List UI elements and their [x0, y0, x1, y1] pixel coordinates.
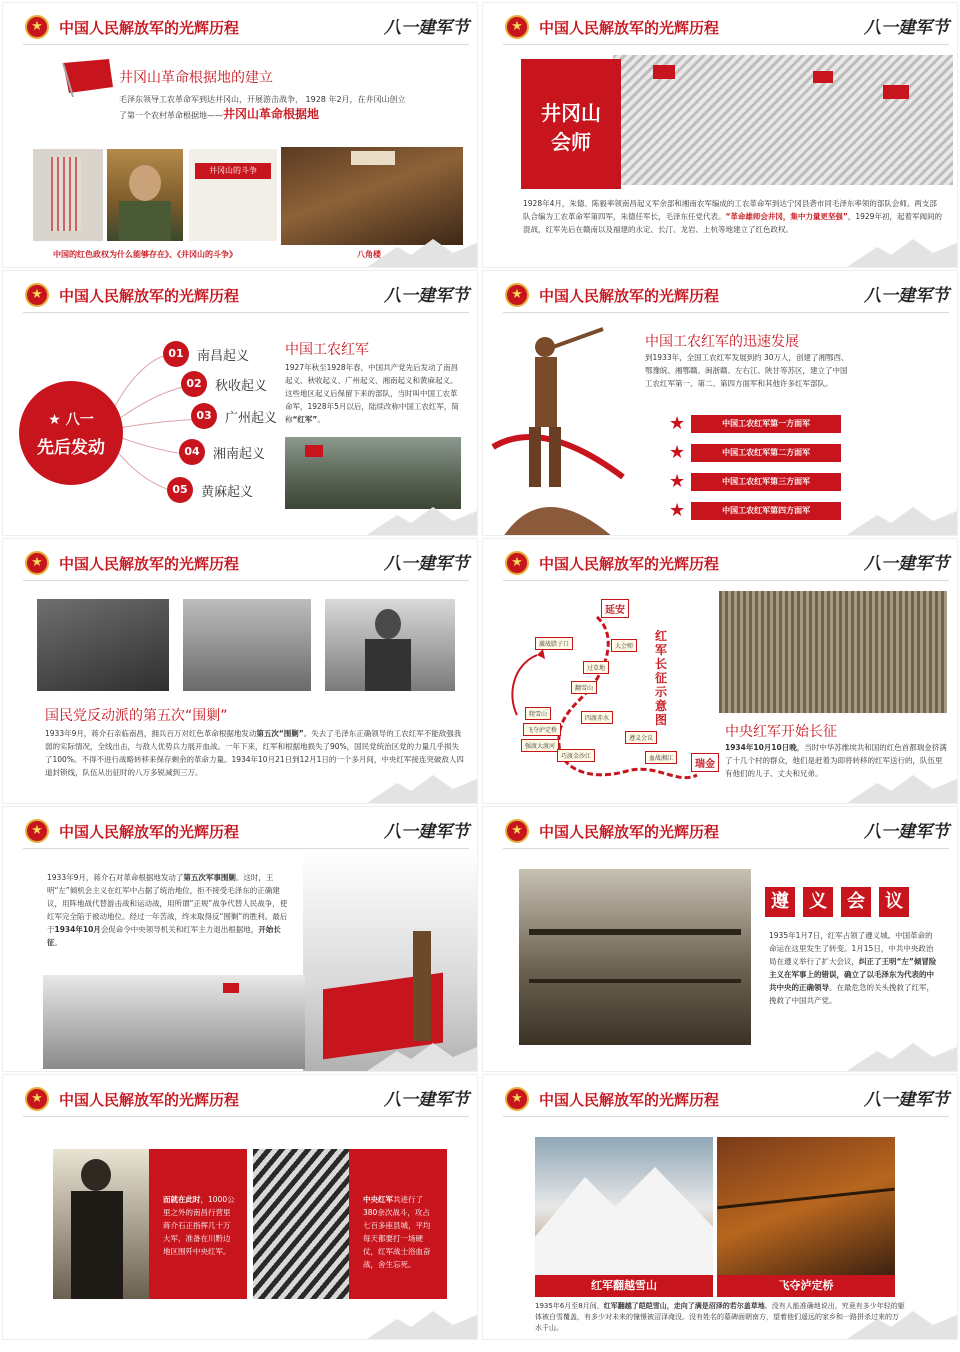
slide-header [3, 271, 477, 307]
slide-heading: 中国工农红军的迅速发展 [645, 334, 799, 350]
army-emblem-icon: ★ [505, 551, 529, 575]
header-logo: 八一建军节 [384, 18, 469, 38]
map-place-label: 强渡大渡河 [521, 739, 559, 752]
body-tail: 。没有人能准确地说出，究竟有多少年轻的躯体被白雪覆盖，有多少对未来的憧憬被沼泽淹没。没有姓名的墓碑面朝南方，望着他们遥远的家乡和一路拼杀过来的万水千山。 [535, 1302, 905, 1332]
info-box-2-text [363, 1193, 437, 1271]
info-box-2 [349, 1149, 447, 1299]
army-item [669, 471, 841, 492]
header-logo: 八一建军节 [864, 286, 949, 306]
mountain-decor-icon [367, 1037, 477, 1071]
header-logo: 八一建军节 [864, 822, 949, 842]
slide-uprisings[interactable] [2, 270, 478, 536]
slide-body [47, 871, 291, 949]
map-place-label: 爬雪山 [525, 707, 551, 720]
header-divider [503, 848, 949, 849]
uprising-item [181, 371, 267, 397]
header-title: 中国人民解放军的光辉历程 [59, 19, 240, 37]
zunyi-title-char: 义 [803, 887, 833, 917]
box-2-highlight: 中央红军 [363, 1195, 393, 1204]
header-logo: 八一建军节 [384, 1090, 469, 1110]
army-emblem-icon: ★ [25, 819, 49, 843]
caption-books: 中国的红色政权为什么能够存在》、《井冈山的斗争》 [53, 250, 237, 259]
body-highlight: “红军” [292, 415, 318, 424]
header-title: 中国人民解放军的光辉历程 [539, 823, 720, 841]
header-divider [23, 1116, 469, 1117]
header-divider [23, 44, 469, 45]
header-title: 中国人民解放军的光辉历程 [539, 287, 720, 305]
header-divider [503, 44, 949, 45]
body-highlight: “革命雄师会井冈，集中力量更坚强” [725, 212, 848, 221]
uprising-item [179, 439, 265, 465]
body-text-2: 。这时，王明“左”倾机会主义在红军中占据了统治地位，拒不接受毛泽东的正确建议，用阵地战代替游击战和运动战，用所谓“正规”战争代替人民战争，使红军完全陷于被动地位。经过一年苦战，终未取得反“围剿”的胜利。最后于 [47, 873, 288, 934]
body-text: 1935年1月7日，红军占领了遵义城。中国革命的命运在这里发生了转变。1月15日，中共中央政治局在遵义举行了扩大会议， [769, 931, 934, 966]
body-highlight: 纠正了王明“左”倾冒险主义在军事上的错误，确立了以毛泽东为代表的中共中央的正确领导 [769, 957, 937, 992]
map-place-label: 巧渡金沙江 [557, 749, 595, 762]
header-title: 中国人民解放军的光辉历程 [539, 555, 720, 573]
body-end: 。 [54, 938, 62, 947]
slide-body [119, 93, 459, 123]
slide-battles[interactable] [2, 1074, 478, 1340]
uprising-number-badge: 01 [163, 341, 189, 367]
body-text: ，当时中华苏维埃共和国的红色首都瑞金挤满了十几个村的群众，他们是赶着为即将转移的红军送行的，队伍里有他们的儿子、丈夫和兄弟。 [725, 743, 947, 778]
army-emblem-icon: ★ [505, 15, 529, 39]
header-logo: 八一建军节 [384, 822, 469, 842]
slide-zunyi-conference[interactable] [482, 806, 958, 1072]
army-item [669, 500, 841, 521]
star-icon: ★ [669, 413, 686, 434]
uprising-label: 湘南起义 [213, 446, 266, 462]
slide-snow-mountains[interactable] [482, 1074, 958, 1340]
uprising-label: 秋收起义 [215, 378, 268, 394]
map-place-label: 遵义会议 [625, 731, 657, 744]
slide-heading: 中国工农红军 [285, 342, 369, 358]
slide-body [285, 361, 461, 426]
soldiers-assembly-photo [719, 591, 947, 713]
caption-snow-mountain: 红军翻越雪山 [535, 1275, 713, 1297]
slide-header [3, 807, 477, 843]
map-place-label: 飞夺泸定桥 [523, 723, 561, 736]
body-text-3: 会促命令中央领导机关和红军主力退出根据地， [100, 925, 259, 934]
mountain-decor-icon [847, 1037, 957, 1071]
slide-heading: 井冈山革命根据地的建立 [119, 70, 273, 86]
zunyi-title-char: 议 [879, 887, 909, 917]
army-item [669, 442, 841, 463]
circle-line-1: ★ 八一 [48, 412, 94, 428]
snow-mountain-painting [535, 1137, 713, 1277]
uprising-item [163, 341, 249, 367]
uprising-number-badge: 02 [181, 371, 207, 397]
slide-jinggangshan-meeting[interactable] [482, 2, 958, 268]
zunyi-building-photo [519, 869, 751, 1045]
star-icon: ★ [669, 471, 686, 492]
map-place-label: 过草地 [583, 661, 609, 674]
body-text: 1927年秋至1928年春，中国共产党先后发动了南昌起义、秋收起义、广州起义、湘南起义和黄麻起义。这些地区起义后保留下来的部队，当时叫中国工农革命军，1928年5月以后，陆续改称中国工农红军，简称 [285, 363, 459, 424]
slide-header [483, 539, 957, 575]
army-emblem-icon: ★ [25, 283, 49, 307]
header-divider [503, 1116, 949, 1117]
header-divider [503, 312, 949, 313]
box-1-highlight: 而就在此时 [163, 1195, 201, 1204]
meeting-photo [37, 599, 169, 691]
slide-retreat[interactable] [2, 806, 478, 1072]
body-highlight-2: 1934年10月 [54, 925, 101, 934]
slide-header [3, 539, 477, 575]
body-highlight-1: 第五次军事围剿 [183, 873, 236, 882]
slide-header [483, 1075, 957, 1111]
red-flag-icon [59, 57, 117, 97]
manuscript-photo [33, 149, 103, 241]
slide-jinggangshan-base[interactable] [2, 2, 478, 268]
chiang-portrait-photo [53, 1149, 149, 1299]
box-2-text: 共进行了380余次战斗，攻占七百多座县城，平均每天都要打一场硬仗，红军战士浴血奋战，舍生忘死。 [363, 1195, 431, 1269]
mountain-decor-icon [367, 233, 477, 267]
body-highlight: 井冈山革命根据地 [223, 107, 320, 121]
header-logo: 八一建军节 [384, 554, 469, 574]
header-divider [23, 580, 469, 581]
mountain-decor-icon [367, 769, 477, 803]
uprising-label: 黄麻起义 [201, 484, 254, 500]
map-place-label: 翻雪山 [571, 681, 597, 694]
meeting-label-2: 会师 [551, 130, 591, 154]
body-line-1: 毛泽东领导工农革命军到达井冈山，开展游击战争， 1928 年2月，在井冈山创立 [119, 95, 406, 104]
book-cover-photo [189, 149, 277, 241]
body-line-2-text: 了第一个农村革命根据地—— [119, 111, 223, 120]
body-text: 1933年9月，蒋介石亲临南昌，拥兵百万对红色革命根据地发动 [45, 729, 257, 738]
body-tail: ，1929年初，起着军阀间的混战，红军先后在赣南以及福建的永定、长汀、龙岩、上杭等地建立了红色政权。 [523, 212, 942, 234]
header-title: 中国人民解放军的光辉历程 [59, 1091, 240, 1109]
uprising-number-badge: 03 [191, 403, 217, 429]
body-highlight-3: 开始长征 [47, 925, 281, 947]
map-place-label: 瑞金 [691, 753, 719, 772]
bugler-statue-icon [483, 327, 633, 536]
mountain-decor-icon [847, 501, 957, 535]
header-title: 中国人民解放军的光辉历程 [59, 555, 240, 573]
map-place-label: 四渡赤水 [581, 711, 613, 724]
octagon-tower-photo [281, 147, 463, 245]
army-emblem-icon: ★ [505, 1087, 529, 1111]
zunyi-title [765, 887, 917, 917]
army-item [669, 413, 841, 434]
slide-header [483, 271, 957, 307]
uprising-item [167, 477, 253, 503]
long-march-route-map [497, 595, 717, 801]
army-label: 中国工农红军第三方面军 [691, 473, 841, 491]
header-divider [23, 312, 469, 313]
header-title: 中国人民解放军的光辉历程 [59, 823, 240, 841]
mountain-decor-icon [367, 501, 477, 535]
army-emblem-icon: ★ [25, 15, 49, 39]
army-emblem-icon: ★ [505, 819, 529, 843]
luding-bridge-painting [717, 1137, 895, 1277]
info-box-1-text [163, 1193, 237, 1258]
header-title: 中国人民解放军的光辉历程 [539, 1091, 720, 1109]
star-icon: ★ [669, 500, 686, 521]
body-tail: 。失去了毛泽东正确领导的工农红军不能敌强我弱的实际情况，全线出击，与敌人优势兵力展开血战。一年下来，红军和根据地损失了90%，国民党统治区党的力量几乎损失了100%。不得不进行战略转移来保存剩余的革命力量。1934年10月21日到12月1日的一个多月间，中央红军接连突破敌人四道封锁线，队伍从出征时的八万多锐减到三万。 [45, 729, 464, 777]
map-place-label: 激战腊子口 [535, 637, 573, 650]
caption-octagon: 八角楼 [357, 250, 381, 259]
battle-photo [183, 599, 311, 691]
uprising-item [191, 403, 277, 429]
header-divider [23, 848, 469, 849]
body-highlight: 第五次“围剿” [256, 729, 304, 738]
body-line-2 [119, 107, 459, 123]
slide-heading: 国民党反动派的第五次“围剿” [45, 708, 228, 724]
body-text: 1935年6月至8月间， [535, 1302, 604, 1310]
map-place-label: 延安 [601, 599, 629, 618]
mountain-decor-icon [847, 769, 957, 803]
header-title: 中国人民解放军的光辉历程 [59, 287, 240, 305]
army-label: 中国工农红军第一方面军 [691, 415, 841, 433]
map-place-label: 大会师 [611, 639, 637, 652]
uprising-number-badge: 05 [167, 477, 193, 503]
red-army-painting [285, 437, 461, 509]
mao-portrait-photo [107, 149, 183, 241]
slide-body: 到1933年，全国工农红军发展到约 30万人，创建了湘鄂西、鄂豫皖、湘鄂赣、闽浙赣、左右江、陕甘等苏区，建立了中国工农红军第一、第二、第四方面军和其他许多红军部队。 [645, 353, 849, 388]
slide-fifth-encirclement[interactable] [2, 538, 478, 804]
header-logo: 八一建军节 [864, 18, 949, 38]
slide-long-march-begins[interactable] [482, 538, 958, 804]
header-divider [503, 580, 949, 581]
map-title: 红军长征示意图 [655, 629, 668, 727]
header-logo: 八一建军节 [864, 554, 949, 574]
army-emblem-icon: ★ [505, 283, 529, 307]
army-emblem-icon: ★ [25, 1087, 49, 1111]
slide-heading: 中央红军开始长征 [725, 724, 837, 740]
meeting-label-box [521, 59, 621, 189]
mountain-decor-icon [367, 1305, 477, 1339]
circle-line-2: 先后发动 [37, 438, 105, 458]
army-emblem-icon: ★ [25, 551, 49, 575]
mountain-decor-icon [847, 1305, 957, 1339]
slide-red-army-growth[interactable] [482, 270, 958, 536]
uprising-number-badge: 04 [179, 439, 205, 465]
header-logo: 八一建军节 [384, 286, 469, 306]
army-label: 中国工农红军第四方面军 [691, 502, 841, 520]
body-text: 1933年9月，蒋介石对革命根据地发动了 [47, 873, 184, 882]
body-highlight: 红军翻越了皑皑雪山，走向了满是沼泽的若尔盖草地 [603, 1302, 765, 1310]
book-title: 井冈山的斗争 [195, 163, 271, 179]
body-text: 1928年4月，朱德、陈毅率领南昌起义军余部和湘南农军编成的工农革命军到达宁冈县砻市同毛泽东率领的部队会师。两支部队合编为工农革命军第四军，朱德任军长，毛泽东任党代表。 [523, 199, 937, 221]
info-box-1 [149, 1149, 247, 1299]
slide-body [523, 197, 943, 236]
zunyi-title-char: 遵 [765, 887, 795, 917]
star-icon: ★ [669, 442, 686, 463]
box-1-text: ，1000公里之外的南昌行营里蒋介石正指挥几十万大军，准备在川黔边地区围歼中央红军。 [163, 1195, 235, 1256]
slide-header [483, 807, 957, 843]
body-end: 。 [317, 415, 325, 424]
meeting-painting [613, 55, 953, 185]
header-title: 中国人民解放军的光辉历程 [539, 19, 720, 37]
header-logo: 八一建军节 [864, 1090, 949, 1110]
soldiers-march-photo [253, 1149, 349, 1299]
body-tail: 。在最危急的关头挽救了红军，挽救了中国共产党。 [769, 983, 934, 1005]
uprising-label: 广州起义 [225, 410, 278, 426]
meeting-label-1: 井冈山 [541, 101, 601, 125]
slide-body [769, 929, 937, 1007]
uprising-label: 南昌起义 [197, 348, 250, 364]
caption-luding-bridge: 飞夺泸定桥 [717, 1275, 895, 1297]
chiang-photo [325, 599, 455, 691]
slide-header [483, 3, 957, 39]
map-place-label: 血战湘江 [645, 751, 677, 764]
slide-header [3, 1075, 477, 1111]
uprising-circle [19, 381, 123, 485]
army-label: 中国工农红军第二方面军 [691, 444, 841, 462]
body-highlight: 1934年10月10日晚 [725, 743, 797, 752]
snow-march-painting [43, 975, 305, 1069]
slide-header [3, 3, 477, 39]
mountain-decor-icon [847, 233, 957, 267]
zunyi-title-char: 会 [841, 887, 871, 917]
